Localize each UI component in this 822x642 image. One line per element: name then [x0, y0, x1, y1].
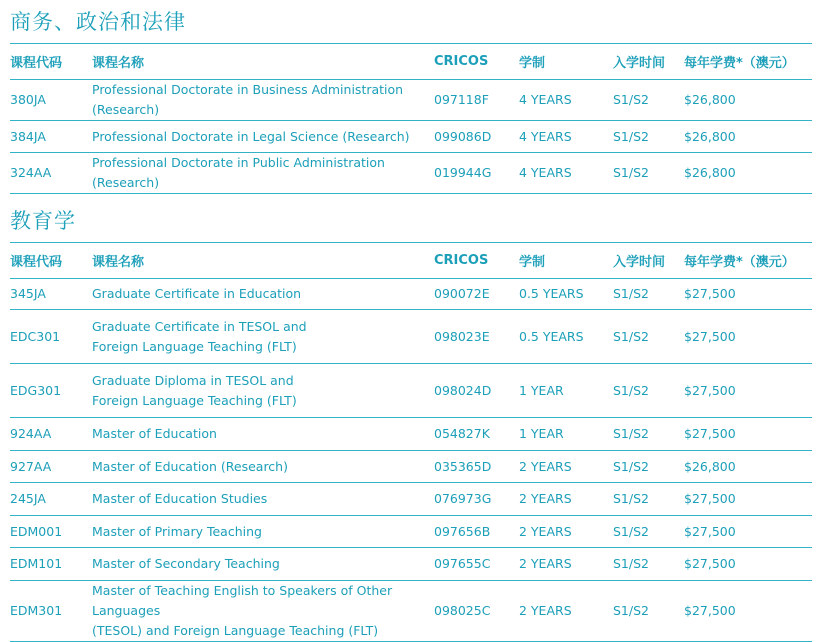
duration: 2 YEARS	[519, 581, 613, 642]
duration: 1 YEAR	[519, 364, 613, 418]
course-code: 927AA	[10, 451, 92, 483]
cricos-code: 019944G	[434, 153, 519, 194]
course-table	[10, 242, 812, 642]
intake: S1/S2	[613, 121, 684, 153]
course-code: 924AA	[10, 418, 92, 451]
header-duration: 学制	[519, 243, 613, 279]
cricos-code: 098023E	[434, 310, 519, 364]
course-code: 324AA	[10, 153, 92, 194]
duration: 4 YEARS	[519, 121, 613, 153]
course-name: Master of Education Studies	[92, 483, 434, 516]
table-row	[10, 516, 812, 548]
duration: 2 YEARS	[519, 451, 613, 483]
course-name: Professional Doctorate in Business Administration (Research)	[92, 80, 434, 121]
section-title: 教育学	[10, 209, 76, 233]
intake: S1/S2	[613, 80, 684, 121]
cricos-code: 099086D	[434, 121, 519, 153]
cricos-code: 097656B	[434, 516, 519, 548]
table-row	[10, 581, 812, 642]
course-code: EDM301	[10, 581, 92, 642]
intake: S1/S2	[613, 418, 684, 451]
intake: S1/S2	[613, 548, 684, 581]
cricos-code: 098024D	[434, 364, 519, 418]
course-name: Professional Doctorate in Legal Science (Research)	[92, 121, 434, 153]
duration: 1 YEAR	[519, 418, 613, 451]
course-name: Master of Primary Teaching	[92, 516, 434, 548]
intake: S1/S2	[613, 516, 684, 548]
course-name: Master of Education (Research)	[92, 451, 434, 483]
course-name: Master of Education	[92, 418, 434, 451]
duration: 2 YEARS	[519, 516, 613, 548]
table-row	[10, 121, 812, 153]
course-code: 345JA	[10, 279, 92, 310]
duration: 4 YEARS	[519, 153, 613, 194]
course-name: Graduate Diploma in TESOL and Foreign Language Teaching (FLT)	[92, 364, 434, 418]
duration: 4 YEARS	[519, 80, 613, 121]
intake: S1/S2	[613, 483, 684, 516]
header-duration: 学制	[519, 44, 613, 80]
course-code: 384JA	[10, 121, 92, 153]
header-name: 课程名称	[92, 243, 434, 279]
intake: S1/S2	[613, 364, 684, 418]
annual-fee: $26,800	[684, 121, 812, 153]
section-title: 商务、政治和法律	[10, 10, 186, 34]
course-code: EDC301	[10, 310, 92, 364]
annual-fee: $27,500	[684, 418, 812, 451]
intake: S1/S2	[613, 153, 684, 194]
course-code: EDM001	[10, 516, 92, 548]
header-cricos: CRICOS	[434, 44, 519, 80]
intake: S1/S2	[613, 310, 684, 364]
cricos-code: 054827K	[434, 418, 519, 451]
cricos-code: 076973G	[434, 483, 519, 516]
course-name: Master of Secondary Teaching	[92, 548, 434, 581]
header-fee: 每年学费*（澳元）	[684, 243, 812, 279]
table-row	[10, 80, 812, 121]
course-code: 245JA	[10, 483, 92, 516]
duration: 0.5 YEARS	[519, 310, 613, 364]
table-row	[10, 279, 812, 310]
table-header-row	[10, 44, 812, 80]
header-intake: 入学时间	[613, 44, 684, 80]
course-name: Master of Teaching English to Speakers of Other Languages (TESOL) and Foreign Language Teaching (FLT)	[92, 581, 434, 642]
course-code: 380JA	[10, 80, 92, 121]
intake: S1/S2	[613, 451, 684, 483]
annual-fee: $27,500	[684, 310, 812, 364]
annual-fee: $27,500	[684, 364, 812, 418]
annual-fee: $26,800	[684, 80, 812, 121]
course-name: Graduate Certificate in TESOL and Foreign Language Teaching (FLT)	[92, 310, 434, 364]
header-code: 课程代码	[10, 44, 92, 80]
course-code: EDG301	[10, 364, 92, 418]
annual-fee: $27,500	[684, 483, 812, 516]
cricos-code: 097118F	[434, 80, 519, 121]
intake: S1/S2	[613, 581, 684, 642]
annual-fee: $27,500	[684, 581, 812, 642]
course-table	[10, 43, 812, 194]
annual-fee: $27,500	[684, 279, 812, 310]
course-name: Graduate Certificate in Education	[92, 279, 434, 310]
header-name: 课程名称	[92, 44, 434, 80]
course-name: Professional Doctorate in Public Administration (Research)	[92, 153, 434, 194]
table-header-row	[10, 243, 812, 279]
cricos-code: 097655C	[434, 548, 519, 581]
table-row	[10, 153, 812, 194]
cricos-code: 098025C	[434, 581, 519, 642]
intake: S1/S2	[613, 279, 684, 310]
annual-fee: $27,500	[684, 548, 812, 581]
annual-fee: $27,500	[684, 516, 812, 548]
course-code: EDM101	[10, 548, 92, 581]
table-row	[10, 418, 812, 451]
cricos-code: 090072E	[434, 279, 519, 310]
header-fee: 每年学费*（澳元）	[684, 44, 812, 80]
header-cricos: CRICOS	[434, 243, 519, 279]
duration: 2 YEARS	[519, 548, 613, 581]
cricos-code: 035365D	[434, 451, 519, 483]
header-intake: 入学时间	[613, 243, 684, 279]
header-code: 课程代码	[10, 243, 92, 279]
table-row	[10, 364, 812, 418]
table-row	[10, 451, 812, 483]
duration: 2 YEARS	[519, 483, 613, 516]
annual-fee: $26,800	[684, 153, 812, 194]
table-row	[10, 310, 812, 364]
table-row	[10, 548, 812, 581]
duration: 0.5 YEARS	[519, 279, 613, 310]
annual-fee: $26,800	[684, 451, 812, 483]
table-row	[10, 483, 812, 516]
